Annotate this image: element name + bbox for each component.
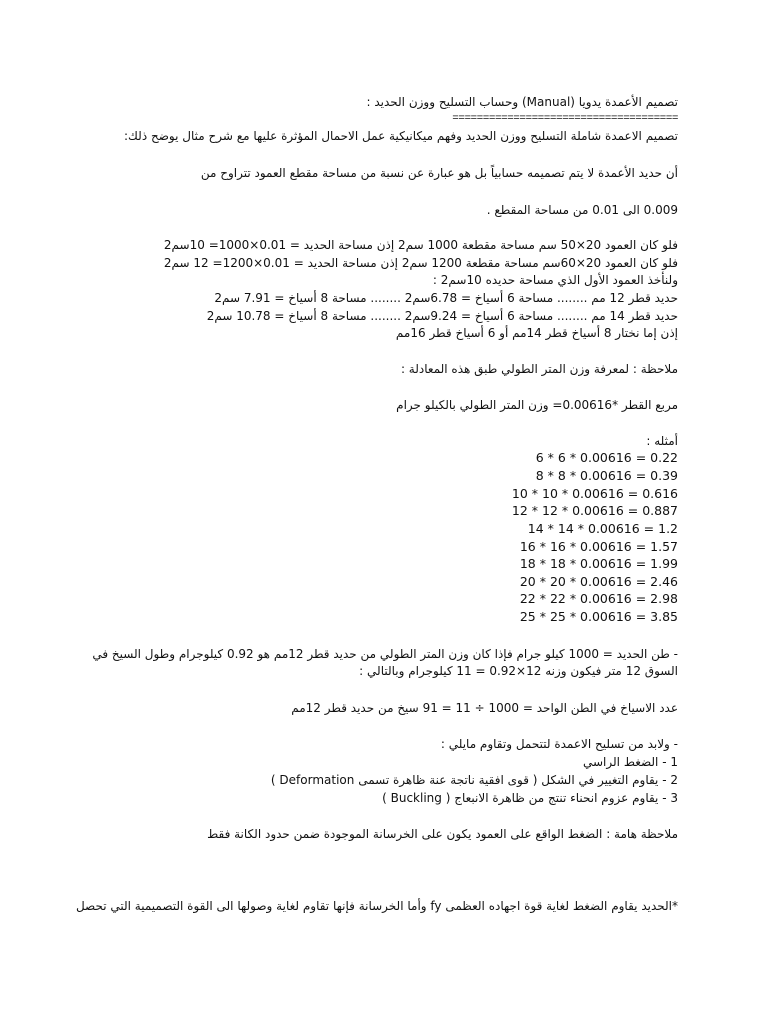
ratio-line-1: أن حديد الأعمدة لا يتم تصميمه حسابياً بل هو عبارة عن نسبة من مساحة مقطع العمود تتراوح من <box>200 166 678 180</box>
bars-per-ton: عدد الاسياخ في الطن الواحد = 1000 ÷ 11 = 91 سيخ من حديد قطر 12مم <box>291 701 678 715</box>
example-equation: 8 * 8 * 0.00616 = 0.39 <box>535 468 678 483</box>
bar-12mm-line: حديد قطر 12 مم ........ مساحة 6 أسياخ = 6.78سم2 ........ مساحة 8 أسياخ = 7.91 سم2 <box>214 291 678 305</box>
choice-line: إذن إما نختار 8 أسياخ قطر 14مم أو 6 أسياخ قطر 16مم <box>395 326 678 340</box>
example-equation: 22 * 22 * 0.00616 = 2.98 <box>519 591 678 606</box>
ton-paragraph-line-1: - طن الحديد = 1000 كيلو جرام فإذا كان وزن المتر الطولي من حديد قطر 12مم هو 0.92 كيلوجرام وطول السيخ في <box>92 647 678 661</box>
bar-14mm-line: حديد قطر 14 مم ........ مساحة 6 أسياخ = 9.24سم2 ........ مساحة 8 أسياخ = 10.78 سم2 <box>206 309 678 323</box>
ratio-line-2: 0.009 الى 0.01 من مساحة المقطع . <box>486 203 678 217</box>
example-equation: 18 * 18 * 0.00616 = 1.99 <box>519 556 678 571</box>
example-equation: 16 * 16 * 0.00616 = 1.57 <box>519 539 678 554</box>
example-equation: 20 * 20 * 0.00616 = 2.46 <box>519 574 678 589</box>
weight-note: ملاحظة : لمعرفة وزن المتر الطولي طبق هذه المعادلة : <box>400 362 678 376</box>
example-line-1: فلو كان العمود 20×50 سم مساحة مقطعة 1000 سم2 إذن مساحة الحديد = 0.01×1000= 10سم2 <box>163 238 678 252</box>
example-equation: 12 * 12 * 0.00616 = 0.887 <box>511 503 678 518</box>
example-line-2: فلو كان العمود 20×60سم مساحة مقطعة 1200 سم2 إذن مساحة الحديد = 0.01×1200= 12 سم2 <box>163 256 678 270</box>
steel-concrete-line: *الحديد يقاوم الضغط لغاية قوة اجهاده العظمى fy وأما الخرسانة فإنها تقاوم لغاية وصولها الى القوة التصميمية التي تحصل <box>75 899 678 913</box>
example-equation: 6 * 6 * 0.00616 = 0.22 <box>535 450 678 465</box>
important-note: ملاحظة هامة : الضغط الواقع على العمود يكون على الخرسانة الموجودة ضمن حدود الكانة فقط <box>207 827 678 841</box>
resist-item-1: 1 - الضغط الراسي <box>583 755 678 769</box>
intro-paragraph: تصميم الاعمدة شاملة التسليح ووزن الحديد وفهم ميكانيكية عمل الاحمال المؤثرة عليها مع شرح مثال يوضح ذلك: <box>124 129 678 143</box>
resist-item-3: 3 - يقاوم عزوم انحناء تنتج من ظاهرة الانبعاج ( Buckling ) <box>382 791 678 805</box>
example-equation: 10 * 10 * 0.00616 = 0.616 <box>511 486 678 501</box>
resist-item-2: 2 - يقاوم التغيير في الشكل ( قوى افقية ناتجة عنة ظاهرة تسمى Deformation ) <box>270 773 678 787</box>
example-equation: 25 * 25 * 0.00616 = 3.85 <box>519 609 678 624</box>
document-title: تصميم الأعمدة يدويا (Manual) وحساب التسليح ووزن الحديد : <box>366 95 678 109</box>
take-first-column: ولنأخذ العمود الأول الذي مساحة حديده 10سم2 : <box>432 273 678 287</box>
weight-formula: مربع القطر *0.00616= وزن المتر الطولي بالكيلو جرام <box>396 398 678 412</box>
must-resist-heading: - ولابد من تسليح الاعمدة لتتحمل وتقاوم مايلي : <box>440 737 678 751</box>
ton-paragraph-line-2: السوق 12 متر فيكون وزنه 12×0.92 = 11 كيلوجرام وبالتالي : <box>359 664 678 678</box>
examples-label: أمثله : <box>646 434 678 448</box>
title-separator: ===================================== <box>452 113 678 125</box>
example-equation: 14 * 14 * 0.00616 = 1.2 <box>527 521 678 536</box>
